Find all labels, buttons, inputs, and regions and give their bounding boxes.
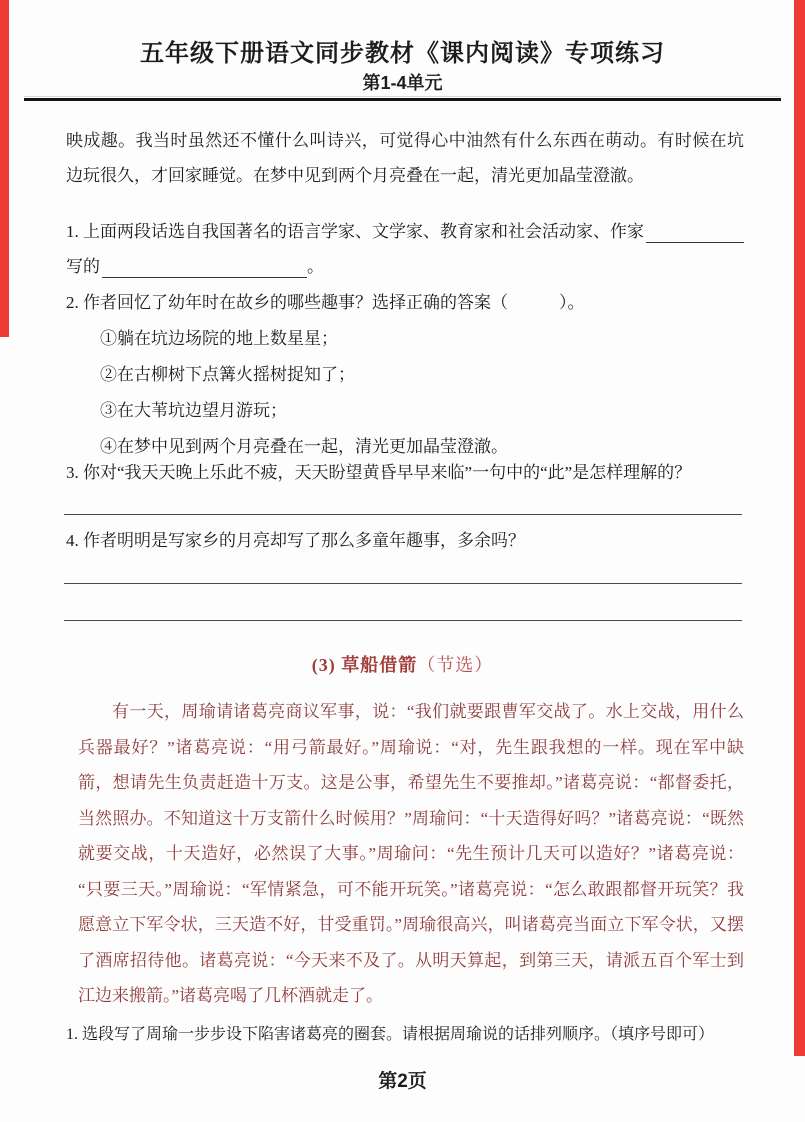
reading2-question-1: 1. 选段写了周瑜一步步设下陷害诸葛亮的圈套。请根据周瑜说的话排列顺序。（填序号即可） xyxy=(66,1026,715,1043)
question-1-text: 1. 上面两段话选自我国著名的语言学家、文学家、教育家和社会活动家、作家 xyxy=(66,222,644,241)
option-2: ②在古柳树下点篝火摇树捉知了； xyxy=(100,365,355,384)
page-subtitle: 第1-4单元 xyxy=(362,73,443,93)
right-red-edge-bar xyxy=(794,0,805,1056)
answer-line-1 xyxy=(64,514,742,515)
option-4: ④在梦中见到两个月亮叠在一起，清光更加晶莹澄澈。 xyxy=(100,437,508,456)
page-title: 五年级下册语文同步教材《课内阅读》专项练习 xyxy=(140,40,665,67)
option-1: ①躺在坑边场院的地上数星星； xyxy=(100,329,338,348)
section-heading-note: （节选） xyxy=(417,655,494,675)
answer-line-2 xyxy=(64,583,742,584)
page-number: 第2页 xyxy=(378,1071,427,1092)
answer-line-3 xyxy=(64,620,742,621)
question-1-text-2: 写的 xyxy=(66,257,100,276)
header-rule xyxy=(24,98,781,101)
question-3: 3. 你对“我天天晚上乐此不疲，天天盼望黄昏早早来临”一句中的“此”是怎样理解的？ xyxy=(66,463,692,482)
option-3: ③在大苇坑边望月游玩； xyxy=(100,401,287,420)
header-rule-light xyxy=(24,96,781,97)
section-heading xyxy=(0,651,805,677)
question-2: 2. 作者回忆了幼年时在故乡的哪些趣事？选择正确的答案（ ）。 xyxy=(66,293,585,312)
question-1-period: 。 xyxy=(307,257,324,276)
reading2-passage: 有一天，周瑜请诸葛亮商议军事，说：“我们就要跟曹军交战了。水上交战，用什么兵器最好？”诸葛亮说：“用弓箭最好。”周瑜说：“对，先生跟我想的一样。现在军中缺箭，想请先生负责赶造十万支。这是公事，希望先生不要推却。”诸葛亮说：“都督委托，当然照办。不知道这十万支箭什么时候用？”周瑜问：“十天造得好吗？”诸葛亮说：“既然就要交战，十天造好，必然误了大事。”周瑜问：“先生预计几天可以造好？”诸葛亮说：“只要三天。”周瑜说：“军情紧急，可不能开玩笑。”诸葛亮说：“怎么敢跟都督开玩笑？我愿意立下军令状，三天造不好，甘受重罚。”周瑜很高兴，叫诸葛亮当面立下军令状，又摆了酒席招待他。诸葛亮说：“今天来不及了。从明天算起，到第三天，请派五百个军士到江边来搬箭。”诸葛亮喝了几杯酒就走了。 xyxy=(78,702,744,1005)
section-heading-title: (3) 草船借箭 xyxy=(311,655,418,675)
question-1-line-2 xyxy=(66,249,744,284)
question-4: 4. 作者明明是写家乡的月亮却写了那么多童年趣事，多余吗？ xyxy=(66,531,525,550)
reading1-paragraph: 映成趣。我当时虽然还不懂什么叫诗兴，可觉得心中油然有什么东西在萌动。有时候在坑边玩很久，才回家睡觉。在梦中见到两个月亮叠在一起，清光更加晶莹澄澈。 xyxy=(66,131,744,185)
question-1-line-1 xyxy=(66,214,744,249)
question-1-blank-author xyxy=(646,236,744,243)
question-1-blank-title xyxy=(102,271,307,278)
question-2-options xyxy=(100,321,740,465)
